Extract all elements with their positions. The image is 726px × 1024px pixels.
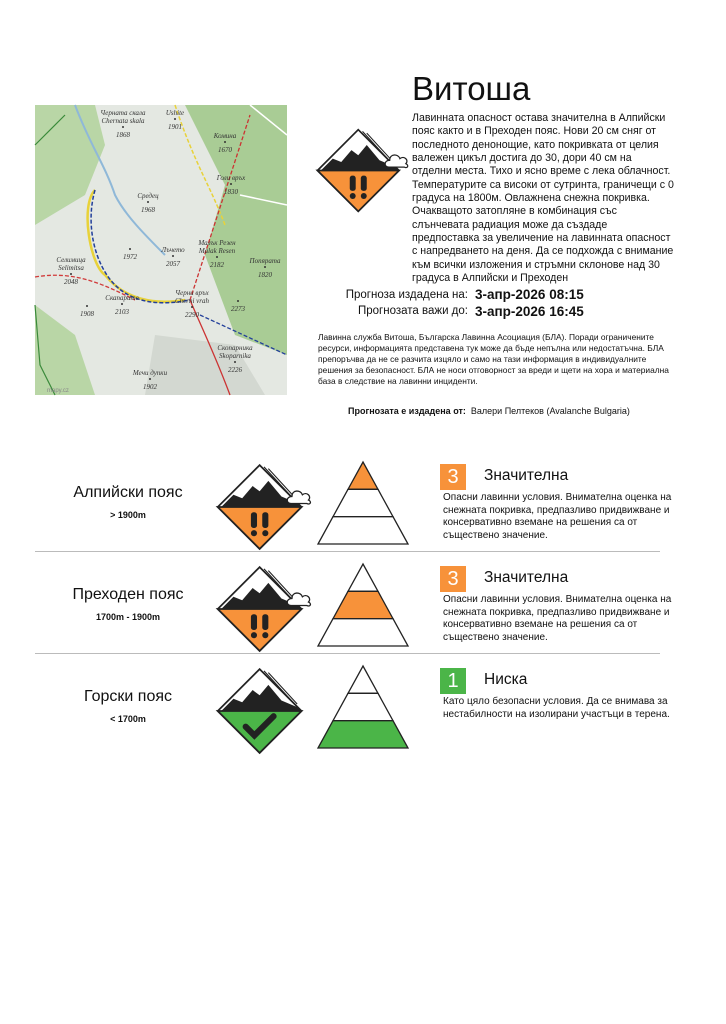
- danger-description: Като цяло безопасни условия. Да се внимава за нестабилности на изолирани участъци в терена.: [443, 696, 670, 720]
- map-peak-label: Скапарите: [105, 294, 139, 302]
- danger-description: Опасни лавинни условия. Внимателна оценка на снежната покривка, предпазливо придвижване и консервативно вземане на решения са от съществено значение.: [443, 594, 672, 643]
- map-attribution: mapy.cz: [47, 388, 69, 394]
- map-peak-label: Malak Resen: [198, 247, 236, 255]
- map-peak-label: 1670: [218, 146, 232, 154]
- danger-level-badge: 3: [440, 464, 466, 490]
- valid-label: Прогнозата важи до:: [357, 305, 468, 317]
- zone-row: [0, 562, 726, 662]
- region-map[interactable]: [35, 105, 287, 395]
- peak-marker: [149, 378, 151, 380]
- pyramid-band-1: [348, 666, 378, 693]
- zone-row: [0, 664, 726, 764]
- elevation-pyramid: [317, 562, 409, 653]
- peak-marker: [86, 305, 88, 307]
- row-divider: [35, 653, 660, 654]
- map-peak-label: Ushite: [165, 109, 185, 117]
- map-peak-label: Мечи дупки: [132, 369, 168, 377]
- peak-marker: [122, 126, 124, 128]
- pyramid-band-2: [333, 693, 393, 720]
- map-peak-label: Черната скала: [100, 109, 146, 117]
- avalanche-considerable-icon: [216, 565, 312, 658]
- map-peak-label: Chernata skala: [101, 117, 145, 125]
- pyramid-band-2: [333, 489, 393, 516]
- peak-marker: [191, 306, 193, 308]
- author-name: Валери Пелтеков (Avalanche Bulgaria): [470, 406, 630, 416]
- elevation-pyramid: [317, 664, 409, 755]
- map-peak-label: Лъчето: [161, 246, 185, 254]
- danger-level-badge: 1: [440, 668, 466, 694]
- pyramid-band-3: [318, 721, 408, 748]
- danger-level-badge: 3: [440, 566, 466, 592]
- danger-description: Опасни лавинни условия. Внимателна оценка на снежната покривка, предпазливо придвижване и консервативно вземане на решения са от съществено значение.: [443, 492, 672, 541]
- map-peak-label: Selimitsa: [58, 264, 84, 272]
- map-peak-label: 2182: [210, 261, 224, 269]
- zone-elevation: 1700m - 1900m: [95, 612, 161, 622]
- avalanche-considerable-icon: [315, 128, 410, 218]
- map-peak-label: 1820: [258, 271, 272, 279]
- pyramid-band-1: [348, 462, 378, 489]
- elevation-pyramid: [317, 460, 409, 551]
- pyramid-band-3: [318, 517, 408, 544]
- map-peak-label: 1830: [224, 188, 238, 196]
- peak-marker: [70, 273, 72, 275]
- avalanche-low-icon: [216, 667, 312, 760]
- pyramid-band-1: [348, 564, 378, 591]
- issued-value: 3-апр-2026 08:15: [475, 287, 584, 302]
- map-peak-label: 1868: [116, 131, 130, 139]
- map-peak-label: 1901: [168, 123, 182, 131]
- zone-row: [0, 460, 726, 560]
- map-image: [35, 105, 287, 395]
- danger-level-name: Значителна: [484, 467, 569, 484]
- map-peak-label: 1972: [123, 253, 137, 261]
- row-divider: [35, 551, 660, 552]
- zone-name: Преходен пояс: [72, 586, 184, 603]
- valid-value: 3-апр-2026 16:45: [475, 304, 584, 319]
- map-peak-label: Средец: [137, 192, 159, 200]
- map-peak-label: 1968: [141, 206, 155, 214]
- map-peak-label: 2057: [166, 260, 180, 268]
- map-peak-label: Голи връх: [216, 174, 246, 182]
- bulletin-summary: Лавинната опасност остава значителна в Алпийски пояс както и в Преходен пояс. Нови 20 см сняг от последното денонощие, като покривката от целия валежен цикъл достига до 30, дори 40 см на отделни места. Тихо и ясно време с лека облачност. Температурите са високи от сутринта, граничещи с 0 градуса на 1800м. Овлажнена снежна покривка. Очакващото затопляне в комбинация със слънчевата радиация може да създаде предпоставка за увеличение на лавинната опасност с напредването на деня. Да се подхожда с внимание към всички изложения и стръмни склонове над 30 градуса в Алпийски и Преходен: [412, 112, 674, 285]
- zone-name: Алпийски пояс: [73, 484, 183, 501]
- danger-level-name: Значителна: [484, 569, 569, 586]
- map-peak-label: Попярата: [249, 257, 281, 265]
- map-peak-label: 1908: [80, 310, 94, 318]
- peak-marker: [174, 118, 176, 120]
- peak-marker: [129, 248, 131, 250]
- zone-name: Горски пояс: [84, 688, 172, 705]
- map-peak-label: Skoparnika: [219, 352, 251, 360]
- map-peak-label: 2273: [231, 305, 245, 313]
- map-peak-label: Селимица: [56, 256, 86, 264]
- map-peak-label: 2290: [185, 311, 199, 319]
- author-line: [348, 406, 630, 416]
- danger-level-name: Ниска: [484, 671, 528, 688]
- zone-elevation: < 1700m: [110, 714, 146, 724]
- peak-marker: [147, 201, 149, 203]
- peak-marker: [121, 303, 123, 305]
- peak-marker: [172, 255, 174, 257]
- zone-elevation: > 1900m: [110, 510, 146, 520]
- peak-marker: [230, 183, 232, 185]
- map-peak-label: Cherni vrah: [174, 297, 210, 305]
- pyramid-band-2: [333, 591, 393, 618]
- author-label: Прогнозата е издадена от:: [348, 406, 466, 416]
- peak-marker: [216, 256, 218, 258]
- map-peak-label: 2048: [64, 278, 78, 286]
- avalanche-considerable-icon: [216, 463, 312, 556]
- peak-marker: [237, 300, 239, 302]
- issued-label: Прогноза издадена на:: [345, 289, 468, 301]
- map-peak-label: Черни връх: [175, 289, 209, 297]
- map-peak-label: Скопарника: [217, 344, 253, 352]
- map-peak-label: 2103: [115, 308, 129, 316]
- disclaimer: Лавинна служба Витоша, Българска Лавинна Асоциация (БЛА). Поради ограничените ресурси, информацията представена тук може да бъде непълна или недостатъчна. БЛА препоръчва да не се разчита изцяло и само на тази информация в индивидуалните решения за безопасност. БЛА не носи отговорност за вреди и щети на хора и материална база в следствие на лавинни инциденти.: [318, 332, 669, 386]
- map-peak-label: Малък Резен: [198, 239, 236, 247]
- pyramid-band-3: [318, 619, 408, 646]
- peak-marker: [264, 266, 266, 268]
- map-peak-label: Комина: [213, 132, 237, 140]
- peak-marker: [224, 141, 226, 143]
- page-title: Витоша: [412, 70, 531, 107]
- map-peak-label: 2226: [228, 366, 242, 374]
- map-peak-label: 1902: [143, 383, 157, 391]
- peak-marker: [234, 361, 236, 363]
